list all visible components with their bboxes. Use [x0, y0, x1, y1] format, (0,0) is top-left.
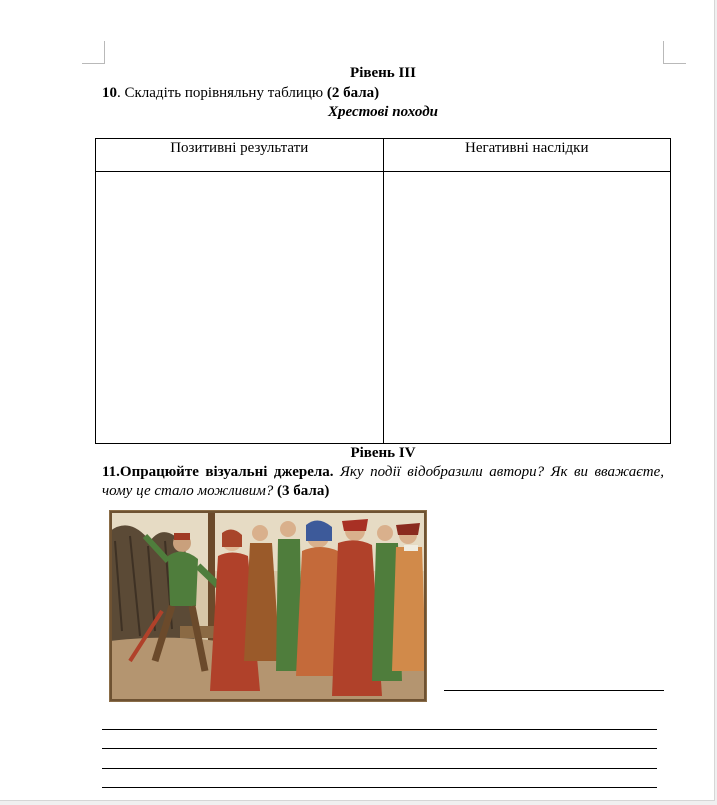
comparison-table — [95, 138, 671, 444]
medieval-painting-image — [109, 510, 427, 702]
crop-mark-top-left — [82, 41, 105, 64]
question-11-text: Яку події відобразили автори? Як ви вважаєте, чому це стало можливим? — [102, 464, 665, 499]
question-10-text: . Складіть порівняльну таблицю — [117, 85, 327, 101]
answer-line-5[interactable] — [102, 787, 657, 788]
painting-illustration — [110, 511, 426, 701]
cell-negative-answer[interactable] — [383, 172, 671, 444]
table-title: Хрестові походи — [328, 104, 438, 120]
answer-line-2[interactable] — [102, 729, 657, 730]
crop-mark-top-right — [663, 41, 686, 64]
answer-line-4[interactable] — [102, 768, 657, 769]
level3-heading: Рівень III — [350, 65, 416, 81]
question-10-points: (2 бала) — [326, 85, 380, 101]
question-10-number: 10 — [102, 85, 117, 101]
question-11-points: (3 бала) — [277, 483, 330, 499]
answer-line-3[interactable] — [102, 748, 657, 749]
question-10 — [102, 84, 379, 102]
answer-line-1[interactable] — [444, 690, 664, 691]
header-positive-results: Позитивні результати — [96, 139, 384, 172]
question-11 — [102, 463, 664, 501]
question-11-lead: 11.Опрацюйте візуальні джерела. — [102, 464, 334, 480]
table-answer-row — [96, 172, 671, 444]
table-header-row — [96, 139, 671, 172]
cell-positive-answer[interactable] — [96, 172, 384, 444]
level4-heading: Рівень IV — [350, 445, 416, 461]
header-negative-consequences: Негативні наслідки — [383, 139, 671, 172]
